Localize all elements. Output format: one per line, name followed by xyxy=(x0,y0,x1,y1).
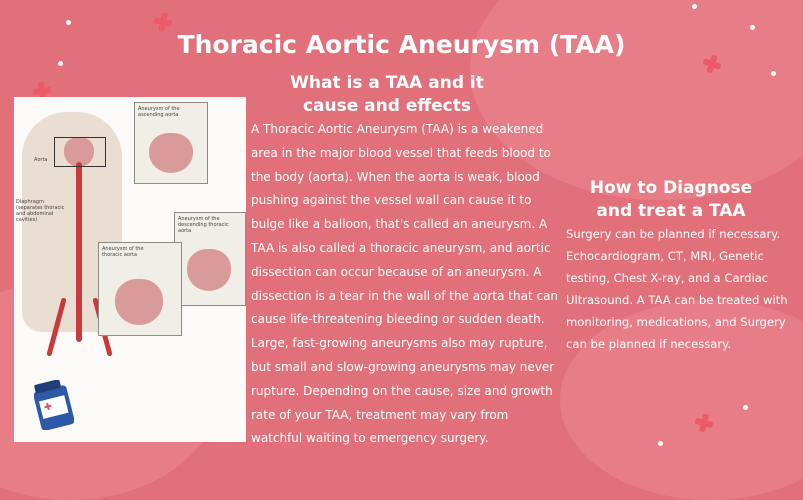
heart-shape xyxy=(115,279,163,325)
panel-thoracic xyxy=(98,242,182,336)
decor-dot xyxy=(692,4,697,9)
label-thoracic: Aneurysm of the thoracic aorta xyxy=(102,246,144,258)
callout-box xyxy=(54,137,106,167)
section1-body: A Thoracic Aortic Aneurysm (TAA) is a weakened area in the major blood vessel that feeds blood to the body (aorta). When the aorta is weak, blood pushing against the vessel wall can cause it to bulge like a balloon, that's called an aneurysm. A TAA is also called a thoracic aneurysm, and aortic dissection can occur because of an aneurysm. A dissection is a tear in the wall of the aorta that can cause life-threatening bleeding or sudden death. Large, fast-growing aneurysms also may rupture, but small and slow-growing aneurysms may never rupture. Depending on the cause, size and growth rate of your TAA, treatment may vary from watchful waiting to emergency surgery. xyxy=(251,122,559,446)
panel-ascending xyxy=(134,102,208,184)
heart-shape xyxy=(187,249,231,291)
decor-dot xyxy=(66,20,71,25)
decor-dot xyxy=(771,71,776,76)
decor-dot xyxy=(743,405,748,410)
medicine-jar-icon xyxy=(34,380,74,430)
decor-dot xyxy=(658,441,663,446)
panel-descending xyxy=(174,212,246,306)
section-heading-what-is xyxy=(262,72,512,118)
heart-shape xyxy=(149,133,193,173)
heading-line: How to Diagnose xyxy=(589,178,753,198)
label-diaphragm: Diaphragm (separates thoracic and abdominal cavities) xyxy=(16,199,65,223)
decor-dot xyxy=(58,61,63,66)
section2-body: Surgery can be planned if necessary. Echocardiogram, CT, MRI, Genetic testing, Chest X-ray, and a Cardiac Ultrasound. A TAA can be treated with monitoring, medications, and Surgery can be planned if necessary. xyxy=(566,227,788,351)
heading-line: cause and effects xyxy=(302,96,472,116)
section-heading-diagnose xyxy=(568,177,774,223)
label-ascending: Aneurysm of the ascending aorta xyxy=(138,106,180,118)
aorta-vessel xyxy=(76,162,82,342)
heading-line: What is a TAA and it xyxy=(290,73,484,93)
page-title: Thoracic Aortic Aneurysm (TAA) xyxy=(177,30,626,59)
label-aorta: Aorta xyxy=(34,157,48,163)
label-descending: Aneurysm of the descending thoracic aorta xyxy=(178,216,229,234)
heading-line: and treat a TAA xyxy=(596,201,746,221)
